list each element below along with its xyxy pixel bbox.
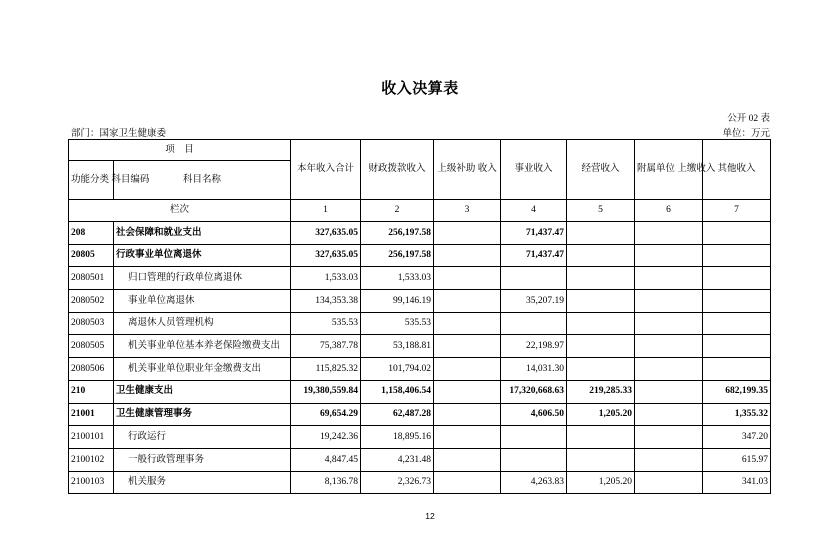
total-income-cell: 8,136.78 — [291, 471, 361, 494]
business-income-cell: 4,606.50 — [501, 403, 567, 426]
other-income-header: 其他收入 — [703, 140, 771, 200]
other-income-cell: 341.03 — [703, 471, 771, 494]
subject-code-cell: 2080505 — [69, 335, 114, 358]
subject-name-cell: 事业单位离退休 — [114, 290, 291, 313]
affiliated-unit-income-cell — [635, 335, 703, 358]
superior-subsidy-cell — [434, 471, 501, 494]
table-row — [69, 290, 771, 313]
affiliated-unit-income-cell — [635, 290, 703, 313]
table-row — [69, 471, 771, 494]
fiscal-appropriation-cell: 101,794.02 — [361, 358, 434, 381]
report-title: 收入决算表 — [381, 81, 459, 97]
affiliated-unit-income-cell — [635, 471, 703, 494]
income-final-accounts-table — [68, 139, 771, 494]
subject-name-cell: 归口管理的行政单位离退休 — [114, 267, 291, 290]
affiliated-unit-income-cell — [635, 358, 703, 381]
operating-income-cell — [567, 426, 635, 449]
business-income-cell: 71,437.47 — [501, 222, 567, 245]
total-income-header: 本年收入合计 — [291, 140, 361, 200]
total-income-cell: 535.53 — [291, 312, 361, 335]
business-income-cell — [501, 267, 567, 290]
affiliated-unit-income-cell — [635, 267, 703, 290]
fiscal-appropriation-cell: 18,895.16 — [361, 426, 434, 449]
other-income-cell — [703, 358, 771, 381]
other-income-cell — [703, 267, 771, 290]
affiliated-unit-income-cell — [635, 244, 703, 267]
table-row — [69, 244, 771, 267]
subject-code-cell: 2080502 — [69, 290, 114, 313]
table-row — [69, 267, 771, 290]
business-income-cell: 14,031.30 — [501, 358, 567, 381]
total-income-cell: 327,635.05 — [291, 222, 361, 245]
affiliated-unit-income-cell — [635, 448, 703, 471]
subject-code-cell: 2080501 — [69, 267, 114, 290]
table-row — [69, 403, 771, 426]
business-income-cell — [501, 448, 567, 471]
other-income-cell — [703, 312, 771, 335]
operating-income-cell — [567, 267, 635, 290]
operating-income-cell — [567, 290, 635, 313]
fiscal-appropriation-header: 财政拨款收入 — [361, 140, 434, 200]
column-index: 2 — [361, 200, 434, 222]
header-row — [69, 140, 771, 161]
column-index-label: 栏次 — [69, 200, 291, 222]
operating-income-cell — [567, 312, 635, 335]
item-header: 项 目 — [69, 140, 291, 161]
table-row — [69, 380, 771, 403]
superior-subsidy-cell — [434, 335, 501, 358]
fiscal-appropriation-cell: 535.53 — [361, 312, 434, 335]
other-income-cell — [703, 222, 771, 245]
other-income-cell — [703, 335, 771, 358]
affiliated-unit-income-cell — [635, 380, 703, 403]
superior-subsidy-cell — [434, 222, 501, 245]
subject-name-cell: 机关服务 — [114, 471, 291, 494]
subject-code-cell: 210 — [69, 380, 114, 403]
total-income-cell: 134,353.38 — [291, 290, 361, 313]
business-income-cell — [501, 426, 567, 449]
operating-income-cell: 219,285.33 — [567, 380, 635, 403]
business-income-cell: 35,207.19 — [501, 290, 567, 313]
superior-subsidy-cell — [434, 267, 501, 290]
affiliated-unit-income-header: 附属单位 上缴收入 — [635, 140, 703, 200]
total-income-cell: 69,654.29 — [291, 403, 361, 426]
other-income-cell: 615.97 — [703, 448, 771, 471]
total-income-cell: 4,847.45 — [291, 448, 361, 471]
subject-code-cell: 2100102 — [69, 448, 114, 471]
superior-subsidy-cell — [434, 312, 501, 335]
subject-name-cell: 卫生健康管理事务 — [114, 403, 291, 426]
other-income-cell: 682,199.35 — [703, 380, 771, 403]
subject-code-cell: 2100103 — [69, 471, 114, 494]
table-row — [69, 426, 771, 449]
superior-subsidy-cell — [434, 403, 501, 426]
subject-name-cell: 离退休人员管理机构 — [114, 312, 291, 335]
table-row — [69, 335, 771, 358]
subject-name-cell: 行政事业单位离退休 — [114, 244, 291, 267]
affiliated-unit-income-cell — [635, 312, 703, 335]
column-index: 6 — [635, 200, 703, 222]
superior-subsidy-cell — [434, 426, 501, 449]
subject-code-cell: 2080503 — [69, 312, 114, 335]
business-income-header: 事业收入 — [501, 140, 567, 200]
unit-label: 单位：万元 — [722, 129, 770, 139]
operating-income-cell — [567, 222, 635, 245]
total-income-cell: 75,387.78 — [291, 335, 361, 358]
table-row — [69, 222, 771, 245]
column-index: 5 — [567, 200, 635, 222]
operating-income-cell — [567, 335, 635, 358]
fiscal-appropriation-cell: 4,231.48 — [361, 448, 434, 471]
fiscal-appropriation-cell: 62,487.28 — [361, 403, 434, 426]
column-index: 3 — [434, 200, 501, 222]
page-number: 12 — [425, 511, 435, 521]
superior-subsidy-cell — [434, 358, 501, 381]
fiscal-appropriation-cell: 256,197.58 — [361, 222, 434, 245]
superior-subsidy-cell — [434, 380, 501, 403]
business-income-cell — [501, 312, 567, 335]
fiscal-appropriation-cell: 53,188.81 — [361, 335, 434, 358]
total-income-cell: 1,533.03 — [291, 267, 361, 290]
other-income-cell — [703, 244, 771, 267]
affiliated-unit-income-cell — [635, 426, 703, 449]
fiscal-appropriation-cell: 256,197.58 — [361, 244, 434, 267]
function-code-header: 功能分类 科目编码 — [69, 161, 114, 200]
table-row — [69, 358, 771, 381]
column-index: 7 — [703, 200, 771, 222]
subject-name-cell: 一般行政管理事务 — [114, 448, 291, 471]
superior-subsidy-cell — [434, 290, 501, 313]
operating-income-header: 经营收入 — [567, 140, 635, 200]
total-income-cell: 19,242.36 — [291, 426, 361, 449]
subject-name-cell: 机关事业单位职业年金缴费支出 — [114, 358, 291, 381]
total-income-cell: 115,825.32 — [291, 358, 361, 381]
business-income-cell: 17,320,668.63 — [501, 380, 567, 403]
operating-income-cell — [567, 448, 635, 471]
operating-income-cell — [567, 358, 635, 381]
operating-income-cell — [567, 244, 635, 267]
fiscal-appropriation-cell: 1,158,406.54 — [361, 380, 434, 403]
column-index-row — [69, 200, 771, 222]
table-body — [69, 222, 771, 494]
subject-code-cell: 21001 — [69, 403, 114, 426]
business-income-cell: 22,198.97 — [501, 335, 567, 358]
table-row — [69, 312, 771, 335]
other-income-cell: 1,355.32 — [703, 403, 771, 426]
column-index: 1 — [291, 200, 361, 222]
subject-name-header: 科目名称 — [114, 161, 291, 200]
other-income-cell: 347.20 — [703, 426, 771, 449]
subject-name-cell: 卫生健康支出 — [114, 380, 291, 403]
affiliated-unit-income-cell — [635, 403, 703, 426]
superior-subsidy-header: 上级补助 收入 — [434, 140, 501, 200]
subject-code-cell: 20805 — [69, 244, 114, 267]
column-index: 4 — [501, 200, 567, 222]
subject-code-cell: 208 — [69, 222, 114, 245]
operating-income-cell: 1,205.20 — [567, 403, 635, 426]
superior-subsidy-cell — [434, 244, 501, 267]
table-row — [69, 448, 771, 471]
fiscal-appropriation-cell: 2,326.73 — [361, 471, 434, 494]
superior-subsidy-cell — [434, 448, 501, 471]
operating-income-cell: 1,205.20 — [567, 471, 635, 494]
fiscal-appropriation-cell: 1,533.03 — [361, 267, 434, 290]
form-number: 公开 02 表 — [727, 114, 770, 124]
subject-code-cell: 2100101 — [69, 426, 114, 449]
subject-name-cell: 机关事业单位基本养老保险缴费支出 — [114, 335, 291, 358]
fiscal-appropriation-cell: 99,146.19 — [361, 290, 434, 313]
other-income-cell — [703, 290, 771, 313]
affiliated-unit-income-cell — [635, 222, 703, 245]
business-income-cell: 71,437.47 — [501, 244, 567, 267]
subject-name-cell: 行政运行 — [114, 426, 291, 449]
subject-code-cell: 2080506 — [69, 358, 114, 381]
business-income-cell: 4,263.83 — [501, 471, 567, 494]
total-income-cell: 19,380,559.84 — [291, 380, 361, 403]
department-label: 部门：国家卫生健康委 — [71, 129, 167, 139]
total-income-cell: 327,635.05 — [291, 244, 361, 267]
subject-name-cell: 社会保障和就业支出 — [114, 222, 291, 245]
